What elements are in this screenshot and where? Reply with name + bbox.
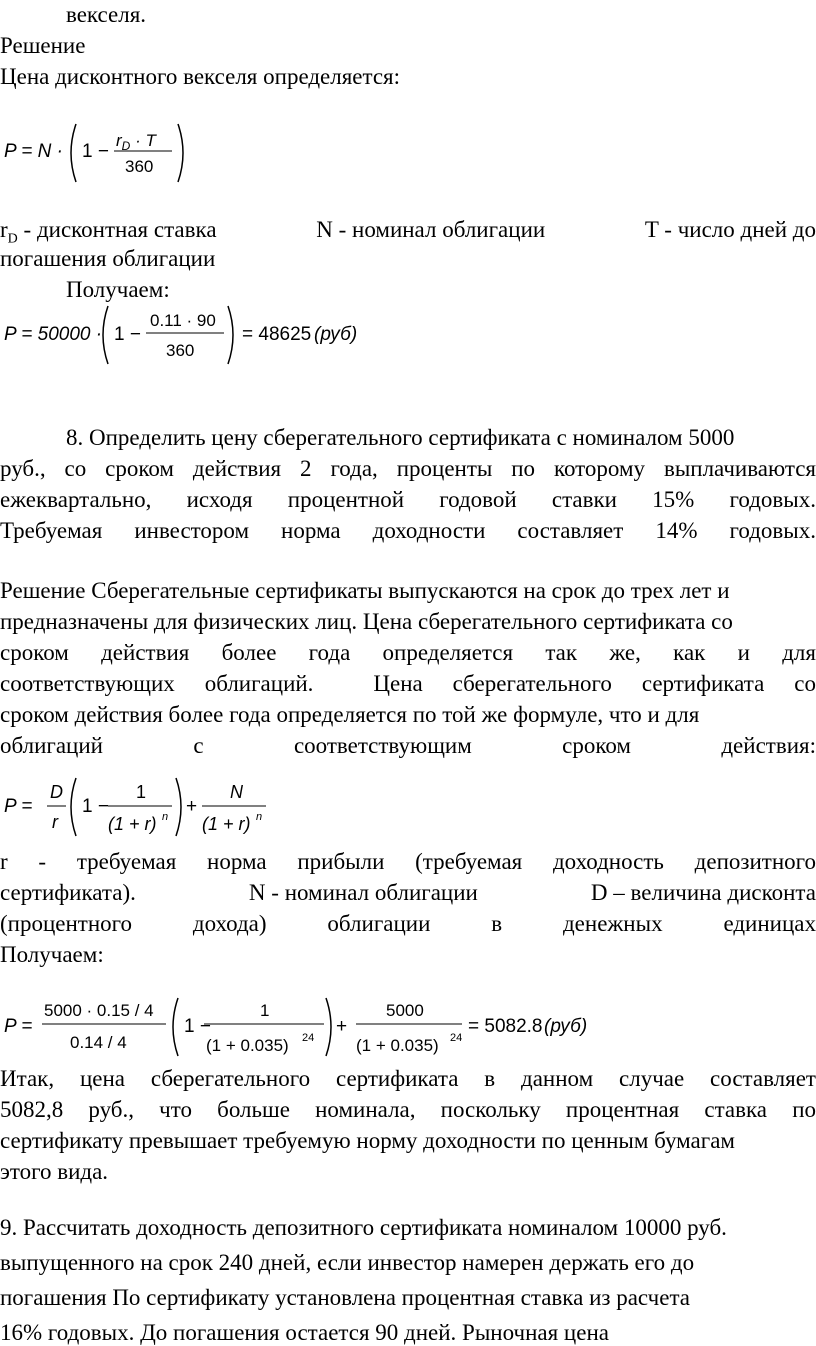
svg-text:P = 50000 ·: P = 50000 · <box>4 324 103 345</box>
svg-text:= 48625: = 48625 <box>242 324 312 345</box>
svg-text:(1 + r): (1 + r) <box>202 814 251 834</box>
legend2-line2: сертификата). N - номинал облигации D – величина дисконта <box>0 880 816 905</box>
svg-text:+: + <box>186 796 198 817</box>
solution-intro: Цена дисконтного векселя определяется: <box>0 64 401 89</box>
formula-den: 360 <box>125 157 154 176</box>
task9-line4: 16% годовых. До погашения остается 90 дней. Рыночная цена <box>0 1320 609 1345</box>
legend2-line3: (процентного дохода) облигации в денежных единицах <box>0 911 816 936</box>
svg-text:360: 360 <box>166 341 195 360</box>
task9-line1: 9. Рассчитать доходность депозитного сертификата номиналом 10000 руб. <box>0 1215 727 1240</box>
formula-lhs: P = N · <box>4 141 63 162</box>
svg-text:5000: 5000 <box>386 1001 424 1020</box>
svg-text:1 −: 1 − <box>82 796 109 817</box>
task8-line4: Требуемая инвестором норма доходности составляет 14% годовых. <box>0 518 816 543</box>
conclusion-line3: сертификату превышает требуемую норму доходности по ценным бумагам <box>0 1128 735 1153</box>
svg-text:1: 1 <box>136 782 147 802</box>
svg-text:1: 1 <box>260 1001 270 1020</box>
conclusion-line2: 5082,8 руб., что больше номинала, поскольку процентная ставка по <box>0 1097 816 1122</box>
formula-discount-bill <box>4 118 194 188</box>
sol8-line3: сроком действия более года определяется так же, как и для <box>0 640 816 665</box>
svg-text:n: n <box>162 811 169 823</box>
svg-text:1 −: 1 − <box>114 324 141 345</box>
svg-text:r: r <box>52 812 58 832</box>
svg-text:5000 · 0.15 / 4: 5000 · 0.15 / 4 <box>44 1001 154 1020</box>
svg-text:(1 + 0.035): (1 + 0.035) <box>356 1036 439 1055</box>
formula-one-minus: 1 − <box>82 141 109 162</box>
svg-text:24: 24 <box>450 1032 463 1044</box>
text-fragment: векселя. <box>66 2 147 27</box>
svg-text:= 5082.8: = 5082.8 <box>468 1016 543 1037</box>
svg-text:rD · T <box>116 131 157 153</box>
legend-t: T - число дней до <box>644 217 816 242</box>
svg-text:(1 + 0.035): (1 + 0.035) <box>206 1036 289 1055</box>
task8-line3: ежеквартально, исходя процентной годовой ставки 15% годовых. <box>0 487 816 512</box>
formula-num-r: r <box>116 131 122 150</box>
svg-text:P =: P = <box>4 796 33 817</box>
legend2-line4: Получаем: <box>0 942 104 967</box>
svg-text:+: + <box>336 1016 348 1037</box>
svg-text:n: n <box>256 811 263 823</box>
task9-line3: погашения По сертификату установлена процентная ставка из расчета <box>0 1285 690 1310</box>
sol8-line6: облигаций с соответствующим сроком действия: <box>0 733 816 758</box>
legend-n: N - номинал облигации <box>316 217 546 242</box>
formula-num-sub: D <box>121 139 131 153</box>
task8-line1: 8. Определить цену сберегательного сертификата с номиналом 5000 <box>66 425 735 450</box>
sol8-line4: соответствующих облигаций. Цена сберегательного сертификата со <box>0 671 816 696</box>
svg-text:0.11 · 90: 0.11 · 90 <box>150 311 216 330</box>
legend-r: $r_D$ - дисконтная ставка <box>0 217 217 247</box>
formula-certificate-price <box>4 774 284 840</box>
sol8-line5: сроком действия более года определяется по той же формуле, что и для <box>0 702 700 727</box>
svg-text:N: N <box>230 782 243 802</box>
svg-text:0.14 / 4: 0.14 / 4 <box>70 1033 127 1052</box>
svg-text:(руб): (руб) <box>544 1016 588 1037</box>
svg-text:(руб): (руб) <box>314 324 358 345</box>
conclusion-line4: этого вида. <box>0 1159 109 1184</box>
obtain-label: Получаем: <box>66 277 170 302</box>
conclusion-line1: Итак, цена сберегательного сертификата в данном случае составляет <box>0 1066 816 1091</box>
svg-text:1 −: 1 − <box>184 1016 211 1037</box>
svg-text:P =: P = <box>4 1016 33 1037</box>
sol8-line2: предназначены для физических лиц. Цена сберегательного сертификата со <box>0 609 733 634</box>
legend2-line1: r - требуемая норма прибыли (требуемая доходность депозитного <box>0 849 816 874</box>
legend-line-2: погашения облигации <box>0 246 216 271</box>
formula-discount-bill-computed <box>4 302 374 368</box>
formula-num-rest: · T <box>130 131 156 150</box>
task8-line2: руб., со сроком действия 2 года, проценты по которому выплачиваются <box>0 456 816 481</box>
svg-text:D: D <box>50 782 63 802</box>
formula-certificate-computed <box>4 994 604 1062</box>
svg-text:(1 + r): (1 + r) <box>108 814 157 834</box>
solution-heading: Решение <box>0 33 86 58</box>
task9-line2: выпущенного на срок 240 дней, если инвестор намерен держать его до <box>0 1250 695 1275</box>
svg-text:24: 24 <box>302 1032 315 1044</box>
sol8-line1: Решение Сберегательные сертификаты выпускаются на срок до трех лет и <box>0 578 730 603</box>
